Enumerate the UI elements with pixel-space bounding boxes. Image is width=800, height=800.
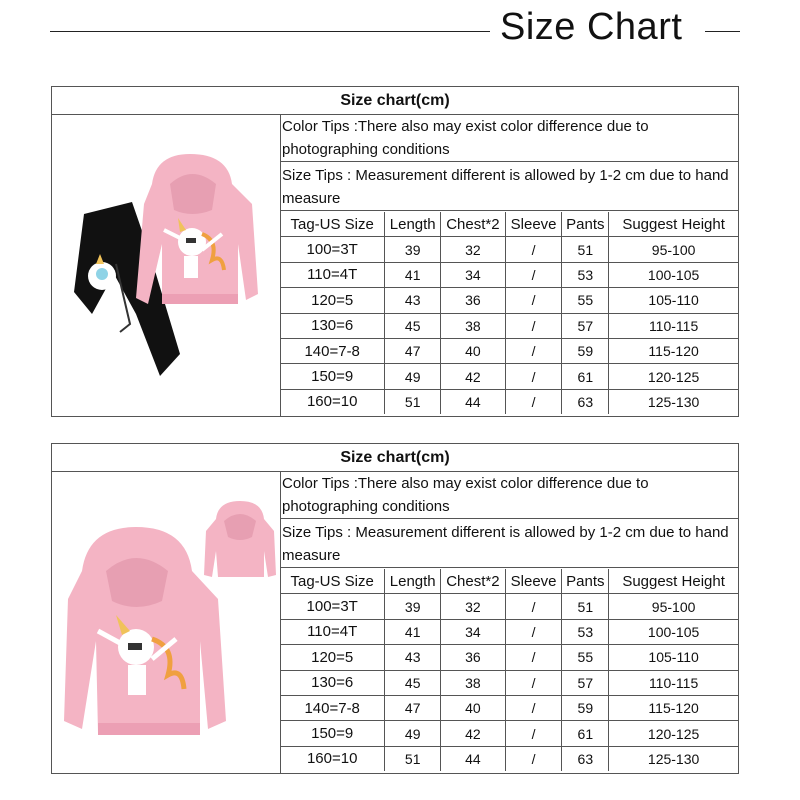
table-cell: 63 bbox=[562, 746, 609, 771]
table-cell: / bbox=[505, 594, 562, 619]
table-cell: / bbox=[505, 262, 562, 287]
table-cell: 45 bbox=[385, 670, 441, 695]
column-header: Suggest Height bbox=[609, 212, 738, 237]
size-chart-caption: Size chart(cm) bbox=[52, 87, 738, 115]
table-row bbox=[280, 389, 738, 414]
table-cell: / bbox=[505, 670, 562, 695]
size-table bbox=[280, 569, 738, 771]
table-cell: 100=3T bbox=[280, 237, 385, 262]
table-cell: 150=9 bbox=[280, 364, 385, 389]
table-row bbox=[280, 746, 738, 771]
table-cell: 115-120 bbox=[609, 695, 738, 720]
table-cell: / bbox=[505, 288, 562, 313]
table-cell: 47 bbox=[385, 338, 441, 363]
table-cell: / bbox=[505, 619, 562, 644]
table-cell: 32 bbox=[441, 237, 506, 262]
table-row bbox=[280, 695, 738, 720]
table-cell: 130=6 bbox=[280, 313, 385, 338]
table-cell: / bbox=[505, 721, 562, 746]
table-cell: 140=7-8 bbox=[280, 695, 385, 720]
column-header: Tag-US Size bbox=[280, 212, 385, 237]
table-cell: 110-115 bbox=[609, 313, 738, 338]
table-cell: 42 bbox=[441, 721, 506, 746]
column-header: Suggest Height bbox=[609, 569, 738, 594]
table-cell: 34 bbox=[441, 262, 506, 287]
table-cell: / bbox=[505, 313, 562, 338]
product-image-hoodie bbox=[52, 471, 281, 774]
table-cell: 40 bbox=[441, 338, 506, 363]
color-tips-text: Color Tips :There also may exist color difference due to photographing conditions bbox=[280, 471, 738, 519]
table-cell: / bbox=[505, 645, 562, 670]
table-cell: 44 bbox=[441, 389, 506, 414]
header-rule-left bbox=[50, 31, 490, 32]
table-cell: 39 bbox=[385, 237, 441, 262]
table-cell: 40 bbox=[441, 695, 506, 720]
table-cell: 63 bbox=[562, 389, 609, 414]
hoodie-back-view-illustration bbox=[204, 501, 276, 577]
column-header: Chest*2 bbox=[441, 569, 506, 594]
table-cell: 42 bbox=[441, 364, 506, 389]
table-cell: 41 bbox=[385, 262, 441, 287]
table-cell: 140=7-8 bbox=[280, 338, 385, 363]
table-cell: 53 bbox=[562, 619, 609, 644]
table-cell: 55 bbox=[562, 288, 609, 313]
table-cell: 43 bbox=[385, 645, 441, 670]
table-cell: 120=5 bbox=[280, 288, 385, 313]
table-row bbox=[280, 237, 738, 262]
table-cell: 95-100 bbox=[609, 594, 738, 619]
table-cell: 51 bbox=[385, 389, 441, 414]
table-cell: 32 bbox=[441, 594, 506, 619]
table-cell: 57 bbox=[562, 670, 609, 695]
table-cell: 100=3T bbox=[280, 594, 385, 619]
table-cell: 110=4T bbox=[280, 619, 385, 644]
table-cell: 36 bbox=[441, 288, 506, 313]
table-cell: 49 bbox=[385, 364, 441, 389]
product-image-hoodie-and-pants bbox=[52, 114, 281, 417]
table-cell: 45 bbox=[385, 313, 441, 338]
table-cell: 105-110 bbox=[609, 288, 738, 313]
table-header-row bbox=[280, 569, 738, 594]
table-cell: 51 bbox=[385, 746, 441, 771]
column-header: Pants bbox=[562, 569, 609, 594]
table-cell: 95-100 bbox=[609, 237, 738, 262]
table-cell: 150=9 bbox=[280, 721, 385, 746]
table-cell: 34 bbox=[441, 619, 506, 644]
table-cell: / bbox=[505, 695, 562, 720]
table-cell: 110-115 bbox=[609, 670, 738, 695]
size-table bbox=[280, 212, 738, 414]
table-cell: 55 bbox=[562, 645, 609, 670]
size-chart-panel-2 bbox=[51, 443, 739, 774]
table-cell: 38 bbox=[441, 313, 506, 338]
table-cell: 110=4T bbox=[280, 262, 385, 287]
column-header: Length bbox=[385, 569, 441, 594]
table-cell: / bbox=[505, 237, 562, 262]
table-row bbox=[280, 721, 738, 746]
table-cell: 105-110 bbox=[609, 645, 738, 670]
column-header: Length bbox=[385, 212, 441, 237]
table-cell: 100-105 bbox=[609, 262, 738, 287]
table-cell: 38 bbox=[441, 670, 506, 695]
table-cell: 120-125 bbox=[609, 364, 738, 389]
table-cell: 61 bbox=[562, 721, 609, 746]
size-chart-caption: Size chart(cm) bbox=[52, 444, 738, 472]
size-chart-panel-1 bbox=[51, 86, 739, 417]
table-cell: 125-130 bbox=[609, 389, 738, 414]
size-tips-text: Size Tips : Measurement different is allowed by 1-2 cm due to hand measure bbox=[280, 163, 738, 211]
table-cell: 49 bbox=[385, 721, 441, 746]
size-info-area bbox=[280, 114, 738, 417]
table-cell: 44 bbox=[441, 746, 506, 771]
table-cell: / bbox=[505, 746, 562, 771]
table-cell: 36 bbox=[441, 645, 506, 670]
table-cell: 120=5 bbox=[280, 645, 385, 670]
column-header: Sleeve bbox=[505, 212, 562, 237]
table-cell: 125-130 bbox=[609, 746, 738, 771]
table-cell: / bbox=[505, 338, 562, 363]
table-row bbox=[280, 288, 738, 313]
table-cell: / bbox=[505, 389, 562, 414]
table-cell: 41 bbox=[385, 619, 441, 644]
pink-hoodie-illustration bbox=[64, 527, 226, 735]
table-cell: 160=10 bbox=[280, 389, 385, 414]
header-rule-right bbox=[705, 31, 740, 32]
table-cell: 39 bbox=[385, 594, 441, 619]
table-row bbox=[280, 670, 738, 695]
table-cell: 130=6 bbox=[280, 670, 385, 695]
column-header: Tag-US Size bbox=[280, 569, 385, 594]
table-row bbox=[280, 619, 738, 644]
table-cell: 59 bbox=[562, 695, 609, 720]
table-cell: 115-120 bbox=[609, 338, 738, 363]
table-cell: 47 bbox=[385, 695, 441, 720]
table-cell: 53 bbox=[562, 262, 609, 287]
table-row bbox=[280, 262, 738, 287]
table-cell: / bbox=[505, 364, 562, 389]
table-row bbox=[280, 313, 738, 338]
color-tips-text: Color Tips :There also may exist color difference due to photographing conditions bbox=[280, 114, 738, 162]
table-cell: 61 bbox=[562, 364, 609, 389]
table-header-row bbox=[280, 212, 738, 237]
table-row bbox=[280, 594, 738, 619]
size-tips-text: Size Tips : Measurement different is allowed by 1-2 cm due to hand measure bbox=[280, 520, 738, 568]
page-title: Size Chart bbox=[500, 6, 683, 48]
column-header: Pants bbox=[562, 212, 609, 237]
table-cell: 59 bbox=[562, 338, 609, 363]
table-cell: 57 bbox=[562, 313, 609, 338]
table-row bbox=[280, 364, 738, 389]
size-info-area bbox=[280, 471, 738, 774]
column-header: Chest*2 bbox=[441, 212, 506, 237]
table-cell: 160=10 bbox=[280, 746, 385, 771]
table-cell: 43 bbox=[385, 288, 441, 313]
table-row bbox=[280, 645, 738, 670]
table-cell: 120-125 bbox=[609, 721, 738, 746]
table-cell: 51 bbox=[562, 237, 609, 262]
table-cell: 100-105 bbox=[609, 619, 738, 644]
table-cell: 51 bbox=[562, 594, 609, 619]
table-row bbox=[280, 338, 738, 363]
column-header: Sleeve bbox=[505, 569, 562, 594]
page-header bbox=[0, 0, 800, 64]
